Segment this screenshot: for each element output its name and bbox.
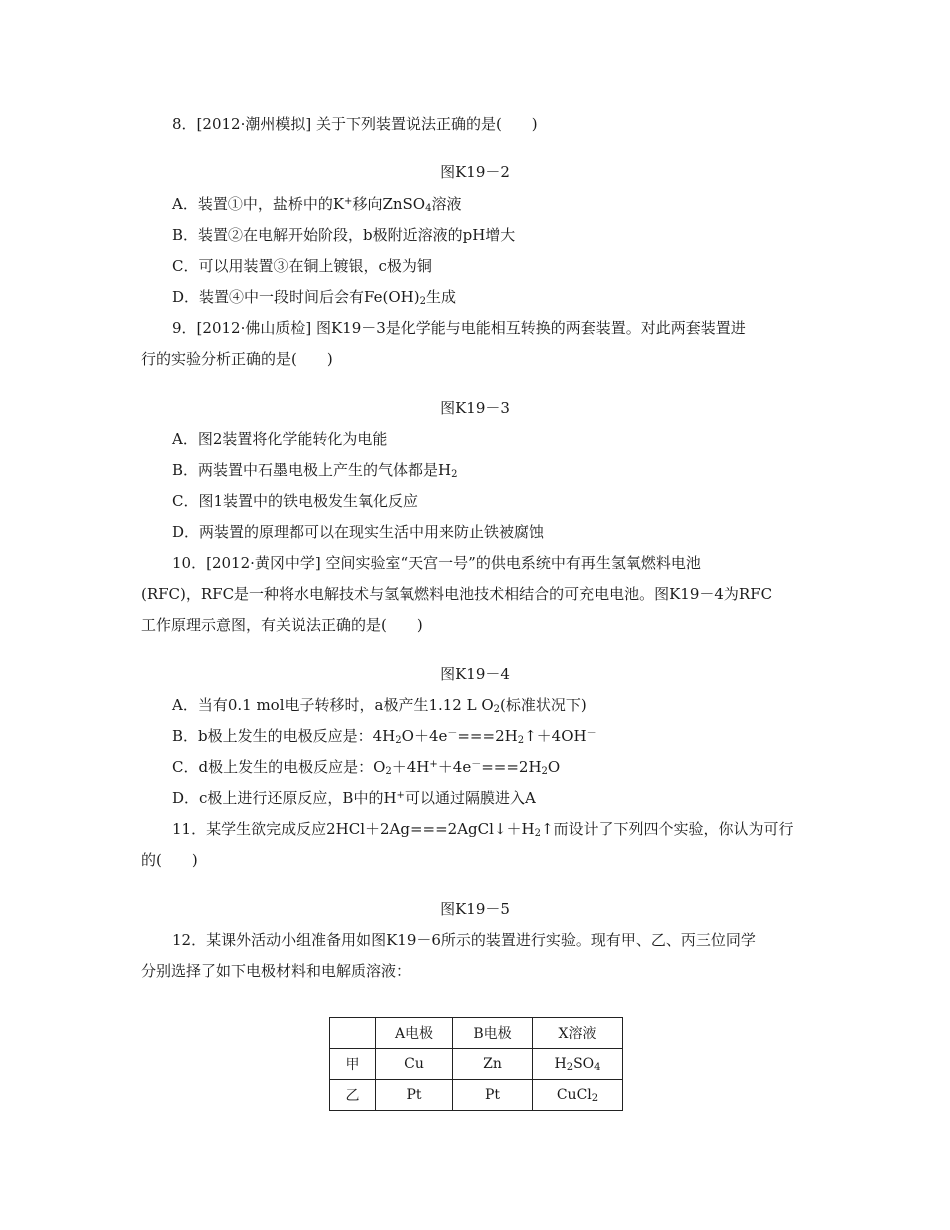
q10-option-c: C．d极上发生的电极反应是：$O_2+4H^++4e^-===2H_2O$ [172, 758, 561, 777]
table-header-cell: A电极 [376, 1018, 453, 1049]
table-row [330, 1049, 623, 1080]
table-cell-a-electrode: Cu [376, 1049, 453, 1080]
q9-option-b: B．两装置中石墨电极上产生的气体都是$H_2$ [172, 461, 458, 480]
q8-option-c: C．可以用装置③在铜上镀银，c极为铜 [172, 257, 432, 275]
table-header-row [330, 1018, 623, 1049]
q11-stem-line-2: 的( ) [141, 851, 198, 869]
table-cell-a-electrode: Pt [376, 1080, 453, 1111]
table-header-cell: B电极 [453, 1018, 533, 1049]
q10-option-d: D．c极上进行还原反应，B中的H+可以通过隔膜进入A [172, 789, 536, 807]
q10-stem-line-3: 工作原理示意图，有关说法正确的是( ) [141, 616, 423, 634]
q12-stem-line-1: 12．某课外活动小组准备用如图K19－6所示的装置进行实验。现有甲、乙、丙三位同学 [172, 931, 756, 949]
table-cell-student: 乙 [330, 1080, 376, 1111]
q9-option-c: C．图1装置中的铁电极发生氧化反应 [172, 492, 419, 510]
table-cell-student: 甲 [330, 1049, 376, 1080]
q10-stem-line-1: 10．[2012·黄冈中学] 空间实验室“天宫一号”的供电系统中有再生氢氧燃料电池 [172, 554, 701, 572]
q8-stem: 8．[2012·潮州模拟] 关于下列装置说法正确的是( ) [172, 115, 538, 133]
q8-option-d: D．装置④中一段时间后会有$Fe(OH)_2$生成 [172, 288, 456, 307]
q10-stem-line-2: (RFC)，RFC是一种将水电解技术与氢氧燃料电池技术相结合的可充电电池。图K19－4为RFC [141, 585, 773, 603]
q8-figure-caption: 图K19－2 [440, 163, 510, 181]
q10-option-b: B．b极上发生的电极反应是：$4H_2O+4e^-===2H_2↑+4OH^-$ [172, 727, 597, 746]
table-row [330, 1080, 623, 1111]
q10-option-a: A．当有0.1 mol电子转移时，a极产生1.12 L $O_2$(标准状况下) [172, 696, 587, 715]
table-cell-b-electrode: Zn [453, 1049, 533, 1080]
q10-figure-caption: 图K19－4 [440, 665, 510, 683]
q8-option-b: B．装置②在电解开始阶段，b极附近溶液的pH增大 [172, 226, 516, 244]
q12-stem-line-2: 分别选择了如下电极材料和电解质溶液： [141, 962, 412, 980]
table-cell-x-solution: CuCl$_2$ [533, 1080, 623, 1111]
q9-stem-line-1: 9．[2012·佛山质检] 图K19－3是化学能与电能相互转换的两套装置。对此两套装置进 [172, 319, 746, 337]
q9-figure-caption: 图K19－3 [440, 399, 510, 417]
q9-option-a: A．图2装置将化学能转化为电能 [172, 430, 388, 448]
table-cell-b-electrode: Pt [453, 1080, 533, 1111]
table-header-cell: X溶液 [533, 1018, 623, 1049]
table-header-cell [330, 1018, 376, 1049]
q9-option-d: D．两装置的原理都可以在现实生活中用来防止铁被腐蚀 [172, 523, 545, 541]
q9-stem-line-2: 行的实验分析正确的是( ) [141, 350, 333, 368]
table-cell-x-solution: $H_2SO_4$ [533, 1049, 623, 1080]
q8-option-a: A．装置①中，盐桥中的K+移向ZnSO$_4$溶液 [172, 195, 462, 214]
electrode-table [329, 1017, 623, 1111]
q11-stem-line-1: 11．某学生欲完成反应$2HCl+2Ag===2AgCl↓+H_2↑$而设计了下列四个实验，你认为可行 [172, 820, 794, 839]
q11-figure-caption: 图K19－5 [440, 900, 510, 918]
